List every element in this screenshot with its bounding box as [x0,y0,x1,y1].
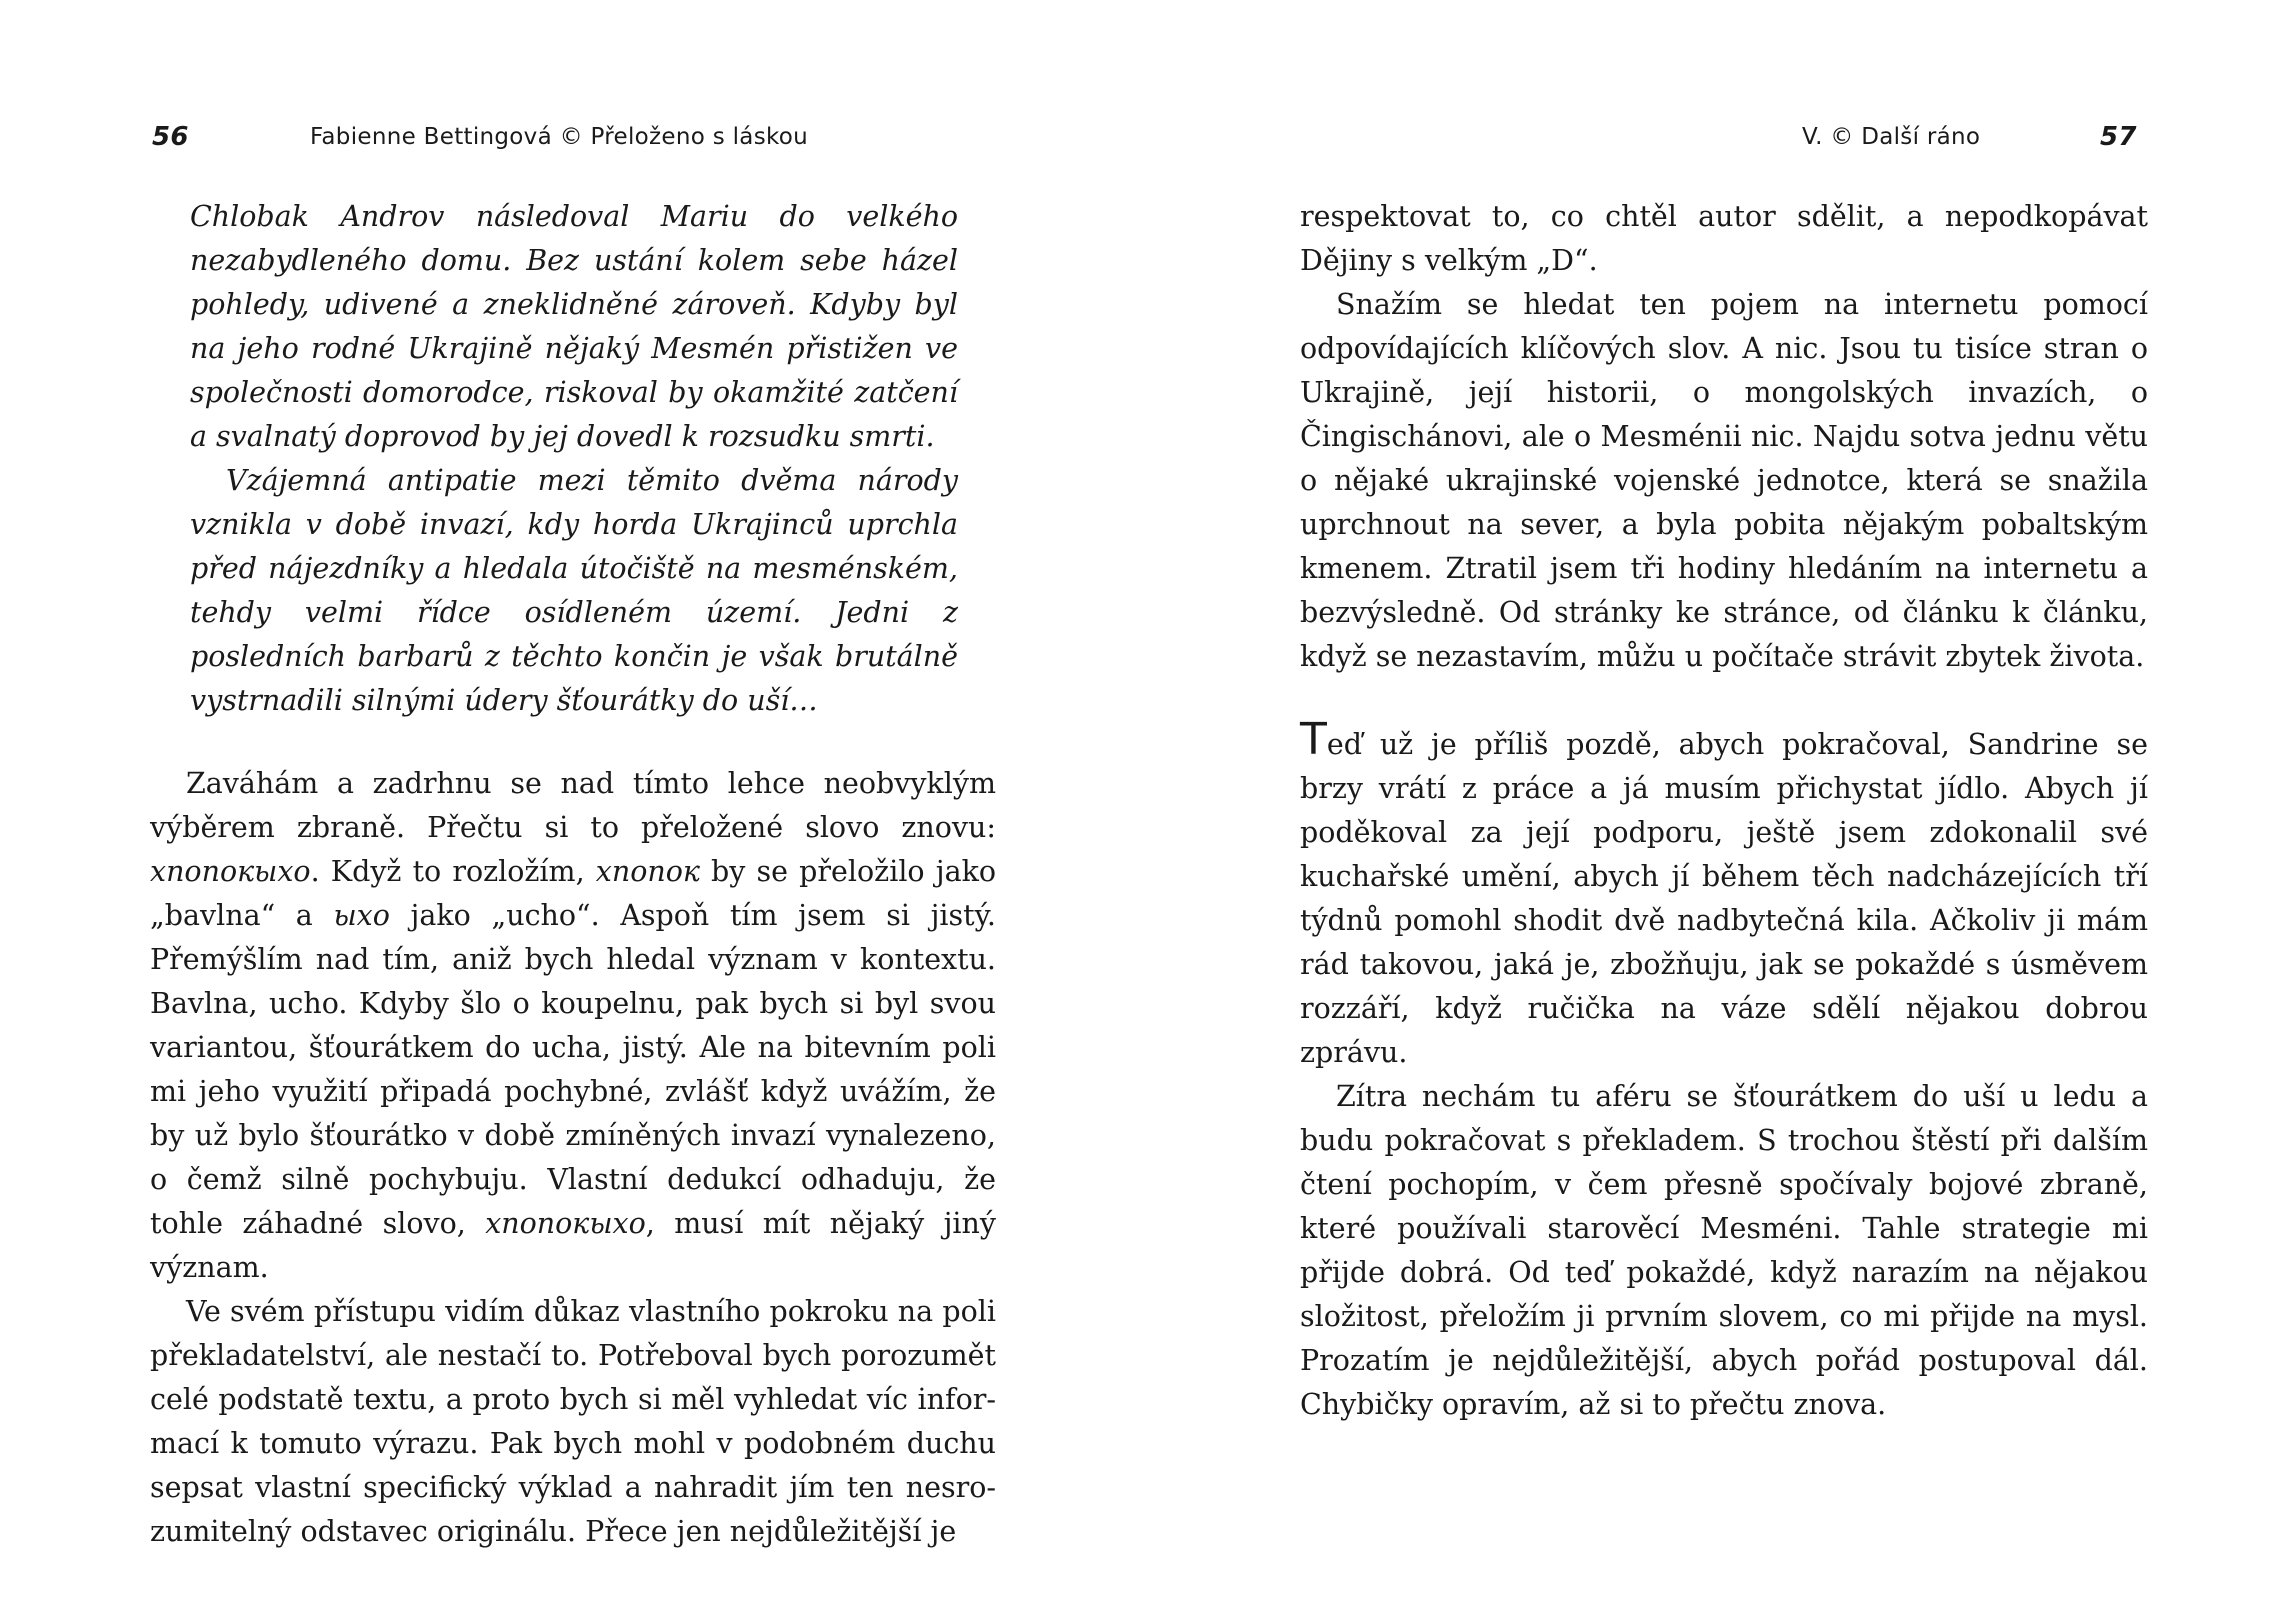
body-paragraph-1 [150,762,996,1290]
cyrillic-term: ыхо [333,899,390,932]
body-text-segment: , musí mít nějaký jiný význam. [150,1207,996,1284]
body-paragraph-2: Ve svém přístupu vidím důkaz vlastního pokroku na poli překladatelství, ale nestačí to. Potřeboval bych porozumět celé podstatě textu, a proto bych si měl vyhledat víc informací k tomuto výrazu. Pak bych mohl v podobném duchu sepsat vlastní specifický výklad a nahradit jím ten nesrozumitelný odstavec originálu. Přece jen nejdůležitější je [150,1295,996,1548]
section-opening-paragraph [1300,714,2148,1075]
left-body-text [150,762,996,1554]
continued-paragraph: respektovat to, co chtěl autor sdělit, a nepodkopávat Dějiny s velkým „D“. [1300,200,2148,277]
quoted-translation-block [190,195,958,723]
drop-cap-letter: T [1300,714,1327,765]
cyrillic-term: хпопокыхо [485,1207,646,1240]
page-number-left: 56 [152,122,189,152]
right-body-section-2 [1300,714,2148,1427]
running-head-right: V. © Další ráno [1802,124,1981,150]
cyrillic-term: хпопокыхо [150,855,311,888]
right-body-section-1 [1300,195,2148,679]
body-text-segment: . Když to rozložím, [310,855,596,888]
running-head-left: Fabienne Bettingová © Přeloženo s láskou [310,124,809,150]
body-paragraph: Zítra nechám tu aféru se šťourátkem do uší u ledu a budu pokračovat s překladem. S trochou štěstí při dalším čtení pochopím, v čem přesně spočívaly bojové zbraně, které používali starověcí Mesméni. Tahle strategie mi přijde dobrá. Od teď pokaždé, když narazím na nějakou složitost, přeložím ji prvním slovem, co mi přijde na mysl. Prozatím je nejdůležitější, abych pořád postupoval dál. Chybičky opravím, až si to přečtu znova. [1300,1080,2148,1421]
body-text-segment: Zaváhám a zadrhnu se nad tímto lehce neobvyklým výběrem zbraně. Přečtu si to přeložené slovo znovu: [150,767,996,844]
body-text-segment: jako „ucho“. Aspoň tím jsem si jistý. Přemýšlím nad tím, aniž bych hledal význam v kontextu. Bavlna, ucho. Kdyby šlo o koupelnu, pak bych si byl svou variantou, šťourátkem do ucha, jistý. Ale na bitevním poli mi jeho využití připadá pochybné, zvlášť když uvážím, že by už bylo šťourátko v době zmíněných invazí vynalezeno, o čemž silně pochybuju. Vlastní dedukcí odhaduju, že tohle záhadné slovo, [150,899,996,1240]
body-text-segment: eď už je příliš pozdě, abych pokračoval, Sandrine se brzy vrátí z práce a já musím přichystat jídlo. Abych jí poděkoval za její podporu, ještě jsem zdokonalil své kuchařské umění, abych jí během těch nadcházejících tří týdnů pomohl shodit dvě nadbytečná kila. Ačkoliv ji mám rád takovou, jaká je, zbožňuju, jak se pokaždé s úsměvem rozzáří, když ručička na váze sdělí nějakou dobrou zprávu. [1300,728,2148,1069]
body-paragraph: Snažím se hledat ten pojem na internetu pomocí odpovídajících klíčových slov. A nic. Jsou tu tisíce stran o Ukrajině, její historii, o mongolských invazích, o Čingischánovi, ale o Mesménii nic. Najdu sotva jednu větu o nějaké ukrajinské vojenské jednotce, která se snažila uprchnout na sever, a byla pobita nějakým pobaltským kmenem. Ztratil jsem tři hodiny hledáním na internetu a bezvýsledně. Od stránky ke stránce, od článku k článku, když se nezastavím, můžu u počítače strávit zbytek života. [1300,288,2148,673]
quote-paragraph-2: Vzájemná antipatie mezi těmito dvěma národy vznikla v době invazí, kdy horda Ukrajinců uprchla před nájezdníky a hledala útočiště na mesménském, tehdy velmi řídce osídleném území. Jedni z posledních barbarů z těchto končin je však brutálně vystrnadili silnými údery šťourátky do uší… [190,464,958,717]
right-page [1142,0,2284,1615]
quote-paragraph-1: Chlobak Androv následoval Mariu do velkého nezabydleného domu. Bez ustání kolem sebe házel pohledy, udivené a zneklidněné zároveň. Kdyby byl na jeho rodné Ukrajině nějaký Mesmén přistižen ve společnosti domorodce, riskoval by okamžité zatčení a svalnatý doprovod by jej dovedl k rozsudku smrti. [190,200,958,453]
page-number-right: 57 [2100,122,2137,152]
cyrillic-term: хпопок [595,855,700,888]
body-text-segment: by se přeložilo jako „bavlna“ a [150,855,996,932]
